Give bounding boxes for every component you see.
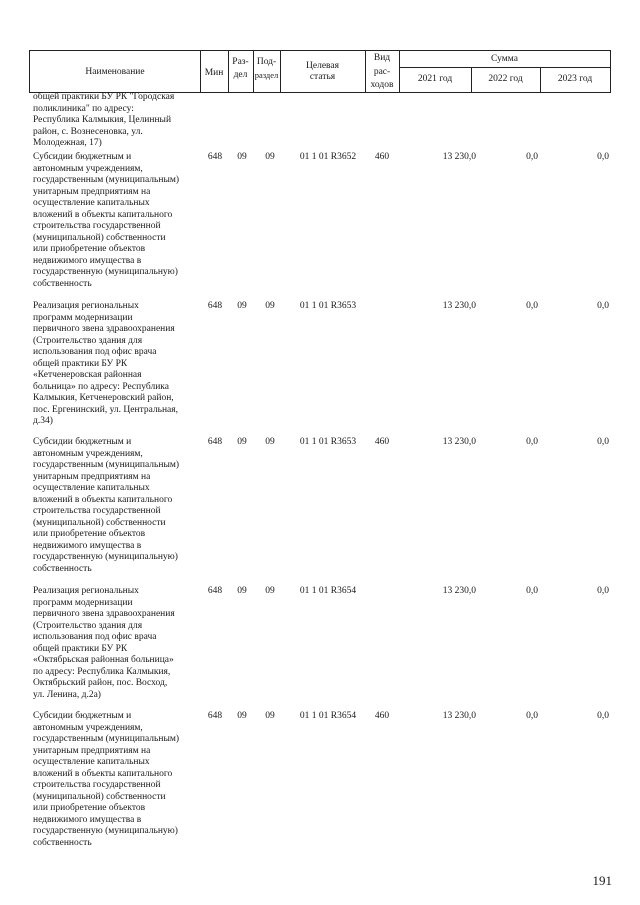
cell-sum-2021: 13 230,0 <box>442 152 476 162</box>
cell-sum-2022: 0,0 <box>526 586 538 596</box>
cell-sum-2023: 0,0 <box>597 301 609 311</box>
header-name: Наименование <box>85 67 145 77</box>
cell-tselevaya: 01 1 01 R3654 <box>299 586 357 596</box>
header-year-2021: 2021 год <box>417 74 453 84</box>
header-tselevaya-2: статья <box>309 72 336 82</box>
page-number: 191 <box>592 873 612 888</box>
cell-tselevaya: 01 1 01 R3652 <box>299 152 357 162</box>
cell-razdel: 09 <box>237 586 247 596</box>
header-vid-3: ходов <box>370 80 394 90</box>
table-header <box>29 50 611 93</box>
row-name: Субсидии бюджетным и автономным учреждениям, государственным (муниципальным) унитарным предприятиям на осуществление капитальных вложений в объекты капитального строительства государственной (муниципальной) собственности или приобретение объектов недвижимого имущества в государственную (муниципальную) собственность <box>33 711 180 848</box>
row-name: Субсидии бюджетным и автономным учреждениям, государственным (муниципальным) унитарным предприятиям на осуществление капитальных вложений в объекты капитального строительства государственной (муниципальной) собственности или приобретение объектов недвижимого имущества в государственную (муниципальную) собственность <box>33 152 180 289</box>
cell-podrazdel: 09 <box>265 586 275 596</box>
cell-tselevaya: 01 1 01 R3653 <box>299 301 357 311</box>
cell-sum-2022: 0,0 <box>526 711 538 721</box>
cell-sum-2022: 0,0 <box>526 152 538 162</box>
cell-min: 648 <box>207 586 223 596</box>
cell-min: 648 <box>207 437 223 447</box>
cell-sum-2022: 0,0 <box>526 437 538 447</box>
cell-razdel: 09 <box>237 437 247 447</box>
header-razdel-2: дел <box>233 70 248 80</box>
cell-vid: 460 <box>374 152 390 162</box>
header-razdel-1: Раз- <box>232 57 249 67</box>
header-year-2022: 2022 год <box>488 74 523 84</box>
cell-tselevaya: 01 1 01 R3654 <box>299 711 357 721</box>
cell-sum-2021: 13 230,0 <box>442 586 476 596</box>
header-year-2023: 2023 год <box>557 74 593 84</box>
row-name: Реализация региональных программ модернизации первичного звена здравоохранения (Строительство здания для использования под офис врача общей практики БУ РК «Кетченеровская районная больница» по адресу: Республика Калмыкия, Кетченеровский район, пос. Ергенинский, ул. Центральная, д.34) <box>33 301 179 426</box>
cell-min: 648 <box>207 301 223 311</box>
row-name: общей практики БУ РК "Городская поликлиника" по адресу: Республика Калмыкия, Целинный район, с. Вознесеновка, ул. Молодежная, 17) <box>33 92 175 148</box>
cell-sum-2021: 13 230,0 <box>442 711 476 721</box>
cell-vid: 460 <box>374 711 390 721</box>
header-summa: Сумма <box>491 54 518 64</box>
cell-podrazdel: 09 <box>265 711 275 721</box>
cell-min: 648 <box>207 152 223 162</box>
cell-razdel: 09 <box>237 301 247 311</box>
cell-razdel: 09 <box>237 711 247 721</box>
cell-tselevaya: 01 1 01 R3653 <box>299 437 357 447</box>
cell-sum-2023: 0,0 <box>597 437 609 447</box>
row-name: Субсидии бюджетным и автономным учреждениям, государственным (муниципальным) унитарным предприятиям на осуществление капитальных вложений в объекты капитального строительства государственной (муниципальной) собственности или приобретение объектов недвижимого имущества в государственную (муниципальную) собственность <box>33 437 180 574</box>
header-podrazdel-2: раздел <box>254 70 279 80</box>
header-vid-1: Вид <box>373 53 391 63</box>
cell-sum-2023: 0,0 <box>597 711 609 721</box>
header-tselevaya-1: Целевая <box>306 61 339 71</box>
cell-podrazdel: 09 <box>265 301 275 311</box>
header-podrazdel-1: Под- <box>256 57 277 67</box>
row-name: Реализация региональных программ модернизации первичного звена здравоохранения (Строительство здания для использования под офис врача общей практики БУ РК «Октябрьская районная больница» по адресу: Республика Калмыкия, Октябрьский район, пос. Восход, ул. Ленина, д.2а) <box>33 586 175 700</box>
cell-vid: 460 <box>374 437 390 447</box>
header-min: Мин <box>204 68 224 78</box>
cell-sum-2023: 0,0 <box>597 586 609 596</box>
cell-razdel: 09 <box>237 152 247 162</box>
cell-sum-2021: 13 230,0 <box>442 437 476 447</box>
cell-sum-2021: 13 230,0 <box>442 301 476 311</box>
cell-min: 648 <box>207 711 223 721</box>
cell-podrazdel: 09 <box>265 437 275 447</box>
cell-podrazdel: 09 <box>265 152 275 162</box>
header-vid-2: рас- <box>373 67 391 77</box>
cell-sum-2022: 0,0 <box>526 301 538 311</box>
cell-sum-2023: 0,0 <box>597 152 609 162</box>
